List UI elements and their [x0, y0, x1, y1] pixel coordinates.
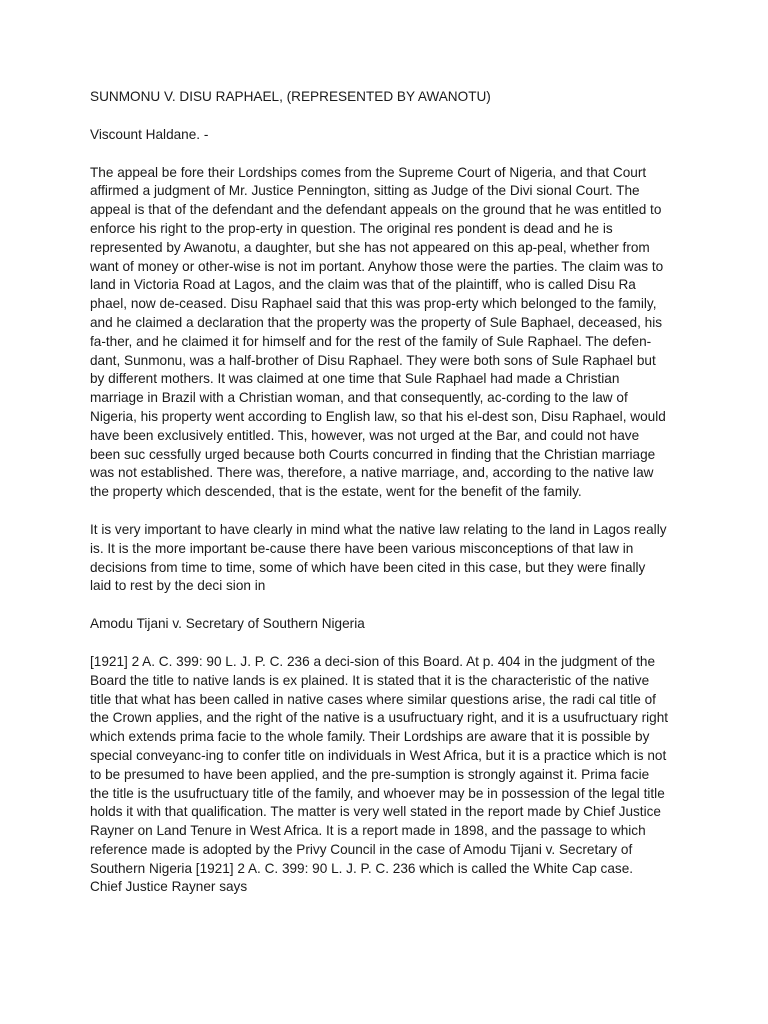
text-line: The appeal be fore their Lordships comes from the Supreme Court of Nigeria, and that Court: [90, 164, 647, 180]
text-line: have been exclusively entitled. This, however, was not urged at the Bar, and could not have: [90, 427, 640, 443]
case-title: Amodu Tijani v. Secretary of Southern Nigeria: [90, 616, 365, 632]
paragraph-3: [90, 653, 690, 897]
text-line: laid to rest by the deci sion in: [90, 578, 266, 594]
text-line: phael, now de-ceased. Disu Raphael said that this was prop-erty which belonged to the family,: [90, 296, 657, 312]
text-line: by different mothers. It was claimed at one time that Sule Raphael had made a Christian: [90, 371, 620, 387]
text-line: the title is the usufructuary title of the family, and whoever may be in possession of the legal title: [90, 785, 665, 801]
text-line: represented by Awanotu, a daughter, but she has not appeared on this ap-peal, whether from: [90, 239, 650, 255]
text-line: reference made is adopted by the Privy Council in the case of Amodu Tijani v. Secretary of: [90, 841, 633, 857]
text-line: title that what has been called in native cases where similar questions arise, the radi cal title of: [90, 691, 656, 707]
paragraph-1: [90, 164, 690, 502]
document-page: [90, 88, 690, 916]
text-line: [1921] 2 A. C. 399: 90 L. J. P. C. 236 a deci-sion of this Board. At p. 404 in the judgment of the: [90, 653, 656, 669]
text-line: is. It is the more important be-cause there have been various misconceptions of that law in: [90, 540, 634, 556]
text-line: Southern Nigeria [1921] 2 A. C. 399: 90 L. J. P. C. 236 which is called the White Cap case.: [90, 860, 634, 876]
text-line: the property which descended, that is the estate, went for the benefit of the family.: [90, 484, 582, 500]
text-line: special conveyanc-ing to confer title on individuals in West Africa, but it is a practice which is not: [90, 747, 667, 763]
text-line: enforce his right to the prop-erty in question. The original res pondent is dead and he is: [90, 220, 613, 236]
text-line: been suc cessfully urged because both Courts concurred in finding that the Christian marriage: [90, 446, 656, 462]
text-line: It is very important to have clearly in mind what the native law relating to the land in Lagos really: [90, 521, 667, 537]
text-line: dant, Sunmonu, was a half-brother of Disu Raphael. They were both sons of Sule Raphael but: [90, 352, 656, 368]
text-line: appeal is that of the defendant and the defendant appeals on the ground that he was entitled to: [90, 202, 662, 218]
text-line: decisions from time to time, some of which have been cited in this case, but they were finally: [90, 559, 646, 575]
document-title: SUNMONU V. DISU RAPHAEL, (REPRESENTED BY AWANOTU): [90, 89, 491, 104]
text-line: holds it with that qualification. The matter is very well stated in the report made by Chief Justice: [90, 804, 661, 820]
text-line: marriage in Brazil with a Christian woman, and that consequently, ac-cording to the law of: [90, 390, 628, 406]
text-line: affirmed a judgment of Mr. Justice Pennington, sitting as Judge of the Divi sional Court. The: [90, 183, 640, 199]
text-line: want of money or other-wise is not im portant. Anyhow those were the parties. The claim was to: [90, 258, 664, 274]
text-line: Rayner on Land Tenure in West Africa. It is a report made in 1898, and the passage to which: [90, 823, 646, 839]
text-line: was not established. There was, therefore, a native marriage, and, according to the native law: [90, 465, 654, 481]
paragraph-2: [90, 521, 690, 596]
text-line: which extends prima facie to the whole family. Their Lordships are aware that it is possible by: [90, 729, 650, 745]
text-line: to be presumed to have been applied, and the pre-sumption is strongly against it. Prima facie: [90, 766, 650, 782]
text-line: and he claimed a declaration that the property was the property of Sule Baphael, deceased, his: [90, 314, 663, 330]
text-line: Chief Justice Rayner says: [90, 879, 248, 895]
text-line: land in Victoria Road at Lagos, and the claim was that of the plaintiff, who is called Disu Ra: [90, 277, 636, 293]
text-line: Board the title to native lands is ex plained. It is stated that it is the characteristic of the native: [90, 672, 650, 688]
text-line: fa-ther, and he claimed it for himself and for the rest of the family of Sule Raphael. The defen-: [90, 333, 652, 349]
text-line: the Crown applies, and the right of the native is a usufructuary right, and it is a usufructuary right: [90, 710, 669, 726]
text-line: Nigeria, his property went according to English law, so that his el-dest son, Disu Raphael, would: [90, 408, 666, 424]
speaker-line: Viscount Haldane. -: [90, 126, 209, 142]
